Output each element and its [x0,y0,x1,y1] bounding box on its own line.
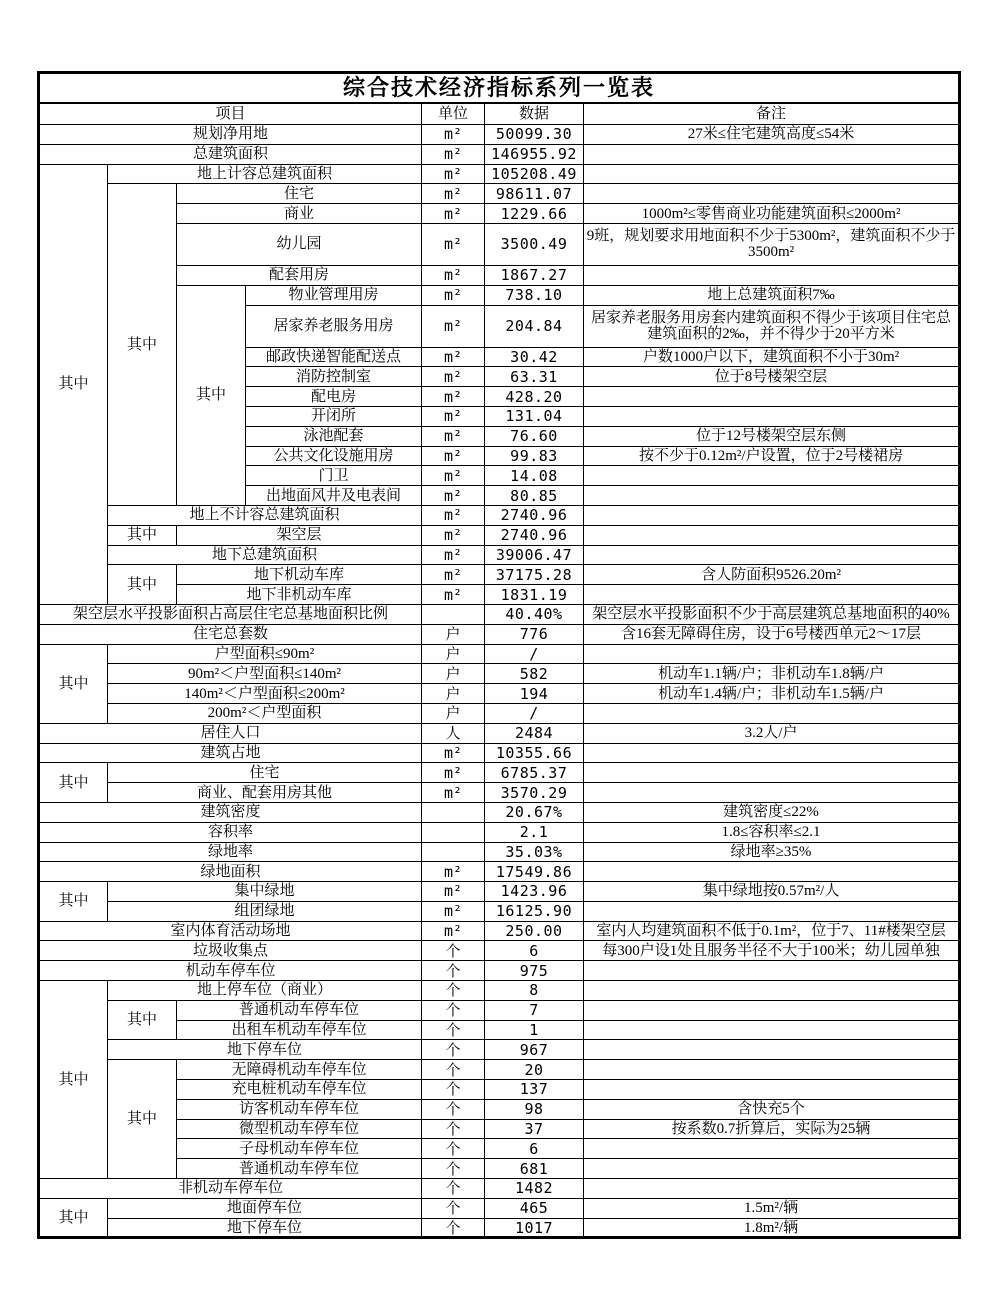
row-remark [584,981,960,1001]
row-remark: 架空层水平投影面积不少于高层建筑总基地面积的40% [584,604,960,624]
row-remark [584,1179,960,1199]
row-remark: 1.5m²/辆 [584,1198,960,1218]
row-remark [584,862,960,882]
row-label: 架空层水平投影面积占高层住宅总基地面积比例 [39,604,422,624]
row-value: 63.31 [485,367,584,387]
table-row [39,1060,960,1080]
row-unit: m² [422,545,485,565]
row-unit: m² [422,585,485,605]
row-value: 6 [485,1139,584,1159]
row-remark: 27米≤住宅建筑高度≤54米 [584,125,960,145]
row-label: 建筑密度 [39,802,422,822]
row-value: 1 [485,1020,584,1040]
row-remark: 含16套无障碍住房，设于6号楼西单元2～17层 [584,624,960,644]
row-remark: 位于8号楼架空层 [584,367,960,387]
table-row [39,981,960,1001]
merge-group-label: 其中 [39,1198,108,1238]
row-unit: m² [422,921,485,941]
table-row [39,164,960,184]
table-row [39,644,960,664]
row-value: 76.60 [485,426,584,446]
row-label: 户型面积≤90m² [108,644,422,664]
row-value: 35.03% [485,842,584,862]
row-unit: 个 [422,981,485,1001]
row-value: 3570.29 [485,783,584,803]
row-value: 6 [485,941,584,961]
row-remark: 地上总建筑面积7‰ [584,285,960,305]
row-unit: m² [422,305,485,347]
table-row [39,1000,960,1020]
row-unit [422,604,485,624]
row-label: 开闭所 [246,406,422,426]
table-row [39,723,960,743]
row-label: 物业管理用房 [246,285,422,305]
row-remark [584,1020,960,1040]
row-unit: 户 [422,684,485,704]
row-remark [584,901,960,921]
row-unit: m² [422,406,485,426]
row-remark [584,961,960,981]
table-row [39,882,960,902]
row-remark: 绿地率≥35% [584,842,960,862]
row-remark [584,505,960,525]
row-remark: 室内人均建筑面积不低于0.1m²，位于7、11#楼架空层 [584,921,960,941]
row-label: 集中绿地 [108,882,422,902]
row-remark: 1000m²≤零售商业功能建筑面积≤2000m² [584,204,960,224]
merge-group-label: 其中 [108,184,177,506]
row-remark: 每300户设1处且服务半径不大于100米；幼儿园单独 [584,941,960,961]
row-unit: 个 [422,1099,485,1119]
merge-group-label: 其中 [39,763,108,803]
row-label: 消防控制室 [246,367,422,387]
row-remark [584,1000,960,1020]
row-unit: 户 [422,703,485,723]
table-row [39,285,960,305]
row-unit: m² [422,164,485,184]
row-label: 邮政快递智能配送点 [246,347,422,367]
row-unit: m² [422,882,485,902]
row-value: 14.08 [485,466,584,486]
table-row [39,961,960,981]
row-value: 98 [485,1099,584,1119]
table-row [39,525,960,545]
row-label: 出租车机动车停车位 [177,1020,422,1040]
table-row [39,265,960,285]
row-label: 规划净用地 [39,125,422,145]
row-remark [584,1139,960,1159]
row-remark: 居家养老服务用房套内建筑面积不得少于该项目住宅总建筑面积的2‰，并不得少于20平方米 [584,305,960,347]
row-unit: 户 [422,624,485,644]
header-unit: 单位 [422,103,485,125]
row-value: 80.85 [485,486,584,506]
row-remark [584,1080,960,1100]
row-remark: 户数1000户以下，建筑面积不小于30m² [584,347,960,367]
row-remark [584,585,960,605]
row-remark [584,783,960,803]
row-remark [584,406,960,426]
row-remark: 含快充5个 [584,1099,960,1119]
row-unit: m² [422,486,485,506]
table-row [39,862,960,882]
table-row [39,802,960,822]
row-value: 131.04 [485,406,584,426]
row-unit: m² [422,446,485,466]
row-value: 8 [485,981,584,1001]
table-row [39,604,960,624]
table-row [39,1179,960,1199]
row-remark [584,144,960,164]
row-value: 1423.96 [485,882,584,902]
row-remark [584,164,960,184]
table-row [39,1099,960,1119]
row-unit: m² [422,783,485,803]
row-value: 681 [485,1159,584,1179]
row-unit: m² [422,265,485,285]
table-row [39,921,960,941]
row-value: 967 [485,1040,584,1060]
row-unit: 个 [422,941,485,961]
row-label: 充电桩机动车停车位 [177,1080,422,1100]
row-unit: m² [422,125,485,145]
row-value: 1867.27 [485,265,584,285]
header-remark: 备注 [584,103,960,125]
table-row [39,842,960,862]
row-value: 137 [485,1080,584,1100]
row-value: 1482 [485,1179,584,1199]
row-remark [584,703,960,723]
row-label: 住宅 [108,763,422,783]
merge-group-label: 其中 [108,1000,177,1040]
row-label: 商业、配套用房其他 [108,783,422,803]
row-value: 98611.07 [485,184,584,204]
table-title-row [39,73,960,104]
row-unit [422,842,485,862]
row-unit: 个 [422,1179,485,1199]
row-unit: 个 [422,1218,485,1238]
row-unit [422,822,485,842]
row-label: 公共文化设施用房 [246,446,422,466]
row-unit: 个 [422,961,485,981]
row-remark: 含人防面积9526.20m² [584,565,960,585]
row-label: 非机动车停车位 [39,1179,422,1199]
row-value: 7 [485,1000,584,1020]
row-value: 776 [485,624,584,644]
row-remark [584,486,960,506]
table-row [39,585,960,605]
table-row [39,763,960,783]
row-value: 194 [485,684,584,704]
row-label: 地上停车位（商业） [108,981,422,1001]
row-unit: m² [422,505,485,525]
row-unit: m² [422,184,485,204]
row-value: 20.67% [485,802,584,822]
row-unit: m² [422,743,485,763]
row-remark [584,1040,960,1060]
row-label: 地下停车位 [108,1218,422,1238]
table-row [39,684,960,704]
row-label: 无障碍机动车停车位 [177,1060,422,1080]
row-value: 250.00 [485,921,584,941]
table-row [39,565,960,585]
row-label: 居家养老服务用房 [246,305,422,347]
row-value: 30.42 [485,347,584,367]
table-row [39,664,960,684]
row-remark [584,265,960,285]
row-unit: m² [422,565,485,585]
row-unit: m² [422,466,485,486]
table-row [39,1198,960,1218]
row-label: 架空层 [177,525,422,545]
row-value: 39006.47 [485,545,584,565]
table-row [39,1139,960,1159]
row-label: 居住人口 [39,723,422,743]
row-label: 商业 [177,204,422,224]
row-label: 幼儿园 [177,223,422,265]
row-label: 住宅 [177,184,422,204]
row-value: 105208.49 [485,164,584,184]
row-remark: 集中绿地按0.57m²/人 [584,882,960,902]
row-remark [584,466,960,486]
row-value: 2.1 [485,822,584,842]
table-row [39,184,960,204]
row-value: 17549.86 [485,862,584,882]
row-remark [584,184,960,204]
merge-group-label: 其中 [108,1060,177,1179]
row-value: 428.20 [485,387,584,407]
table-row [39,223,960,265]
row-value: 50099.30 [485,125,584,145]
table-row [39,1218,960,1238]
header-project: 项目 [39,103,422,125]
row-label: 室内体育活动场地 [39,921,422,941]
row-remark [584,743,960,763]
row-label: 组团绿地 [108,901,422,921]
row-label: 出地面风井及电表间 [246,486,422,506]
row-remark: 3.2人/户 [584,723,960,743]
row-value: 738.10 [485,285,584,305]
row-remark [584,545,960,565]
table-body [39,125,960,1238]
row-remark: 机动车1.4辆/户；非机动车1.5辆/户 [584,684,960,704]
row-label: 绿地率 [39,842,422,862]
table-row [39,505,960,525]
row-value: 37175.28 [485,565,584,585]
row-unit: m² [422,223,485,265]
row-unit: 人 [422,723,485,743]
row-label: 地面停车位 [108,1198,422,1218]
header-data: 数据 [485,103,584,125]
table-row [39,1020,960,1040]
merge-group-label: 其中 [39,981,108,1179]
merge-group-label: 其中 [39,644,108,723]
table-row [39,901,960,921]
row-unit [422,802,485,822]
row-unit: 个 [422,1020,485,1040]
row-value: 10355.66 [485,743,584,763]
row-unit: 个 [422,1139,485,1159]
row-unit: 个 [422,1060,485,1080]
row-label: 垃圾收集点 [39,941,422,961]
table-row [39,545,960,565]
row-remark [584,644,960,664]
table-row [39,204,960,224]
row-unit: m² [422,763,485,783]
row-value: 975 [485,961,584,981]
row-label: 90m²＜户型面积≤140m² [108,664,422,684]
row-value: 2484 [485,723,584,743]
row-label: 地下停车位 [108,1040,422,1060]
row-unit: 户 [422,644,485,664]
row-value: 6785.37 [485,763,584,783]
row-unit: 个 [422,1080,485,1100]
row-label: 子母机动车停车位 [177,1139,422,1159]
row-remark: 1.8m²/辆 [584,1218,960,1238]
row-label: 绿地面积 [39,862,422,882]
row-label: 地上计容总建筑面积 [108,164,422,184]
row-label: 地上不计容总建筑面积 [108,505,422,525]
merge-group-label: 其中 [108,525,177,545]
row-remark: 1.8≤容积率≤2.1 [584,822,960,842]
row-unit: m² [422,367,485,387]
row-label: 访客机动车停车位 [177,1099,422,1119]
row-remark [584,763,960,783]
row-value: 582 [485,664,584,684]
row-value: 3500.49 [485,223,584,265]
table-row [39,703,960,723]
merge-group-label: 其中 [108,565,177,605]
table-row [39,941,960,961]
row-remark: 机动车1.1辆/户；非机动车1.8辆/户 [584,664,960,684]
row-label: 配电房 [246,387,422,407]
row-unit: m² [422,901,485,921]
page-title: 综合技术经济指标系列一览表 [39,73,960,104]
row-unit: m² [422,347,485,367]
row-unit: 户 [422,664,485,684]
table-row [39,1040,960,1060]
row-label: 地下总建筑面积 [108,545,422,565]
table-row [39,144,960,164]
merge-group-label: 其中 [39,882,108,922]
table-header-row [39,103,960,125]
row-remark [584,1159,960,1179]
row-unit: m² [422,862,485,882]
row-remark [584,387,960,407]
row-label: 门卫 [246,466,422,486]
table-row [39,1159,960,1179]
row-value: 146955.92 [485,144,584,164]
row-label: 住宅总套数 [39,624,422,644]
row-unit: m² [422,204,485,224]
row-value: 465 [485,1198,584,1218]
table-row [39,1119,960,1139]
row-unit: 个 [422,1040,485,1060]
row-label: 地下机动车库 [177,565,422,585]
row-label: 普通机动车停车位 [177,1000,422,1020]
row-value: 16125.90 [485,901,584,921]
row-unit: m² [422,525,485,545]
row-label: 建筑占地 [39,743,422,763]
row-remark: 位于12号楼架空层东侧 [584,426,960,446]
indicators-table [37,71,961,1239]
row-label: 微型机动车停车位 [177,1119,422,1139]
row-unit: m² [422,426,485,446]
row-remark [584,525,960,545]
row-value: 2740.96 [485,525,584,545]
table-row [39,822,960,842]
row-label: 配套用房 [177,265,422,285]
row-label: 机动车停车位 [39,961,422,981]
row-unit: 个 [422,1119,485,1139]
row-value: 1229.66 [485,204,584,224]
row-remark: 按系数0.7折算后，实际为25辆 [584,1119,960,1139]
row-unit: 个 [422,1000,485,1020]
row-value: / [485,703,584,723]
row-value: 99.83 [485,446,584,466]
row-unit: 个 [422,1198,485,1218]
merge-group-label: 其中 [177,285,246,505]
row-value: 1831.19 [485,585,584,605]
row-remark: 按不少于0.12m²/户设置，位于2号楼裙房 [584,446,960,466]
table-row [39,1080,960,1100]
row-value: 204.84 [485,305,584,347]
row-remark: 建筑密度≤22% [584,802,960,822]
row-unit: m² [422,387,485,407]
row-remark [584,1060,960,1080]
row-label: 200m²＜户型面积 [108,703,422,723]
row-value: 2740.96 [485,505,584,525]
row-value: 37 [485,1119,584,1139]
row-value: 40.40% [485,604,584,624]
row-label: 140m²＜户型面积≤200m² [108,684,422,704]
row-label: 泳池配套 [246,426,422,446]
table-row [39,783,960,803]
row-value: 1017 [485,1218,584,1238]
row-label: 容积率 [39,822,422,842]
table-row [39,125,960,145]
row-label: 地下非机动车库 [177,585,422,605]
row-label: 普通机动车停车位 [177,1159,422,1179]
row-value: / [485,644,584,664]
table-row [39,624,960,644]
row-unit: m² [422,144,485,164]
row-unit: m² [422,285,485,305]
row-label: 总建筑面积 [39,144,422,164]
row-remark: 9班，规划要求用地面积不少于5300m²，建筑面积不少于3500m² [584,223,960,265]
row-unit: 个 [422,1159,485,1179]
merge-group-label: 其中 [39,164,108,604]
row-value: 20 [485,1060,584,1080]
table-row [39,743,960,763]
